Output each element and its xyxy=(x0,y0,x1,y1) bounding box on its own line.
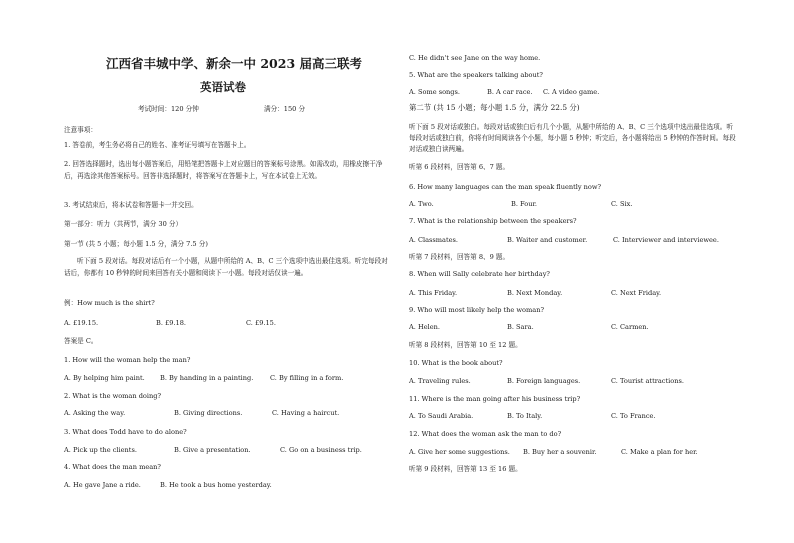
option-b: B. Buy her a souvenir. xyxy=(523,448,597,456)
option-a: A. Pick up the clients. xyxy=(64,446,137,454)
question-3: 3. What does Todd have to do alone? xyxy=(64,428,187,436)
option-a: A. Classmates. xyxy=(409,236,459,244)
option-b: B. To Italy. xyxy=(507,412,543,420)
option-b: B. Next Monday. xyxy=(507,289,563,297)
example-option-a: A. £19.15. xyxy=(64,319,99,327)
question-5: 5. What are the speakers talking about? xyxy=(409,71,543,79)
exam-title: 江西省丰城中学、新余一中 2023 届高三联考 xyxy=(106,56,362,71)
option-b: B. Foreign languages. xyxy=(507,377,581,385)
example-question: 例：How much is the shirt? xyxy=(64,299,155,307)
option-a: A. Helen. xyxy=(409,323,440,331)
option-b: B. By handing in a painting. xyxy=(160,374,254,382)
option-c: C. Make a plan for her. xyxy=(621,448,698,456)
option-a: A. To Saudi Arabia. xyxy=(409,412,474,420)
option-c: C. Next Friday. xyxy=(611,289,662,297)
option-b: B. Give a presentation. xyxy=(174,446,251,454)
material-6-note: 听第 6 段材料，回答第 6、7 题。 xyxy=(409,163,510,171)
exam-subtitle: 英语试卷 xyxy=(200,80,246,94)
exam-time: 考试时间：120 分钟 xyxy=(138,105,199,113)
question-8: 8. When will Sally celebrate her birthday? xyxy=(409,270,550,278)
option-a: A. By helping him paint. xyxy=(64,374,145,382)
note-item: 2. 回答选择题时，选出每小题答案后，用铅笔把答题卡上对应题目的答案标号涂黑。如需改动，用橡皮擦干净后，再选涂其他答案标号。回答非选择题时，将答案写在答题卡上，写在本试卷上无效。 xyxy=(64,160,383,180)
question-9: 9. Who will most likely help the woman? xyxy=(409,306,544,314)
question-4-option-c: C. He didn't see Jane on the way home. xyxy=(409,54,541,62)
question-4: 4. What does the man mean? xyxy=(64,463,161,471)
option-a: A. Two. xyxy=(409,200,434,208)
section2-heading: 第二节 (共 15 小题；每小题 1.5 分，满分 22.5 分) xyxy=(409,103,580,112)
example-option-c: C. £9.15. xyxy=(246,319,276,327)
option-a: A. Some songs. xyxy=(409,88,460,96)
option-b: B. Waiter and customer. xyxy=(507,236,588,244)
option-c: C. A video game. xyxy=(543,88,600,96)
option-c: C. By filling in a form. xyxy=(270,374,344,382)
question-12: 12. What does the woman ask the man to do? xyxy=(409,430,562,438)
section1-description: 听下面 5 段对话。每段对话后有一个小题，从题中所给的 A、B、C 三个选项中选出最佳选项。听完每段对话后，你都有 10 秒钟的时间来回答有关小题和阅读下一小题。每段对话仅读一遍。 xyxy=(64,257,388,277)
option-b: B. Giving directions. xyxy=(174,409,243,417)
option-b: B. He took a bus home yesterday. xyxy=(160,481,272,489)
part1-heading: 第一部分：听力（共两节，满分 30 分） xyxy=(64,220,183,228)
exam-score: 满分：150 分 xyxy=(264,105,306,113)
option-c: C. Six. xyxy=(611,200,633,208)
option-c: C. Tourist attractions. xyxy=(611,377,684,385)
option-a: A. Give her some suggestions. xyxy=(409,448,510,456)
material-7-note: 听第 7 段材料，回答第 8、9 题。 xyxy=(409,253,510,261)
notes-heading: 注意事项： xyxy=(64,126,97,134)
option-c: C. Carmen. xyxy=(611,323,649,331)
option-c: C. Go on a business trip. xyxy=(280,446,362,454)
option-a: A. This Friday. xyxy=(409,289,458,297)
section1-heading: 第一节 (共 5 小题；每小题 1.5 分，满分 7.5 分) xyxy=(64,240,208,248)
question-6: 6. How many languages can the man speak fluently now? xyxy=(409,183,602,191)
example-option-b: B. £9.18. xyxy=(156,319,187,327)
option-c: C. Interviewer and interviewee. xyxy=(613,236,719,244)
question-10: 10. What is the book about? xyxy=(409,359,503,367)
option-b: B. Sara. xyxy=(507,323,534,331)
material-8-note: 听第 8 段材料，回答第 10 至 12 题。 xyxy=(409,341,522,349)
material-9-note: 听第 9 段材料，回答第 13 至 16 题。 xyxy=(409,465,522,473)
section2-description: 听下面 5 段对话或独白。每段对话或独白后有几个小题，从题中所给的 A、B、C 三个选项中选出最佳选项。听每段对话或独白前，你将有时间阅读各个小题，每小题 5 秒钟；听完后，各小题将给出 5 秒钟的作答时间。每段对话或独白读两遍。 xyxy=(409,123,736,153)
option-a: A. Asking the way. xyxy=(64,409,126,417)
example-answer: 答案是 C。 xyxy=(64,337,98,345)
question-11: 11. Where is the man going after his business trip? xyxy=(409,395,581,403)
option-b: B. Four. xyxy=(511,200,537,208)
note-item: 3. 考试结束后，将本试卷和答题卡一并交回。 xyxy=(64,201,198,209)
option-c: C. Having a haircut. xyxy=(272,409,340,417)
question-2: 2. What is the woman doing? xyxy=(64,392,162,400)
note-item: 1. 答卷前，考生务必将自己的姓名、准考证号填写在答题卡上。 xyxy=(64,141,251,149)
option-a: A. He gave Jane a ride. xyxy=(64,481,141,489)
question-7: 7. What is the relationship between the speakers? xyxy=(409,217,577,225)
question-1: 1. How will the woman help the man? xyxy=(64,356,191,364)
option-c: C. To France. xyxy=(611,412,656,420)
option-b: B. A car race. xyxy=(487,88,533,96)
option-a: A. Traveling rules. xyxy=(409,377,471,385)
